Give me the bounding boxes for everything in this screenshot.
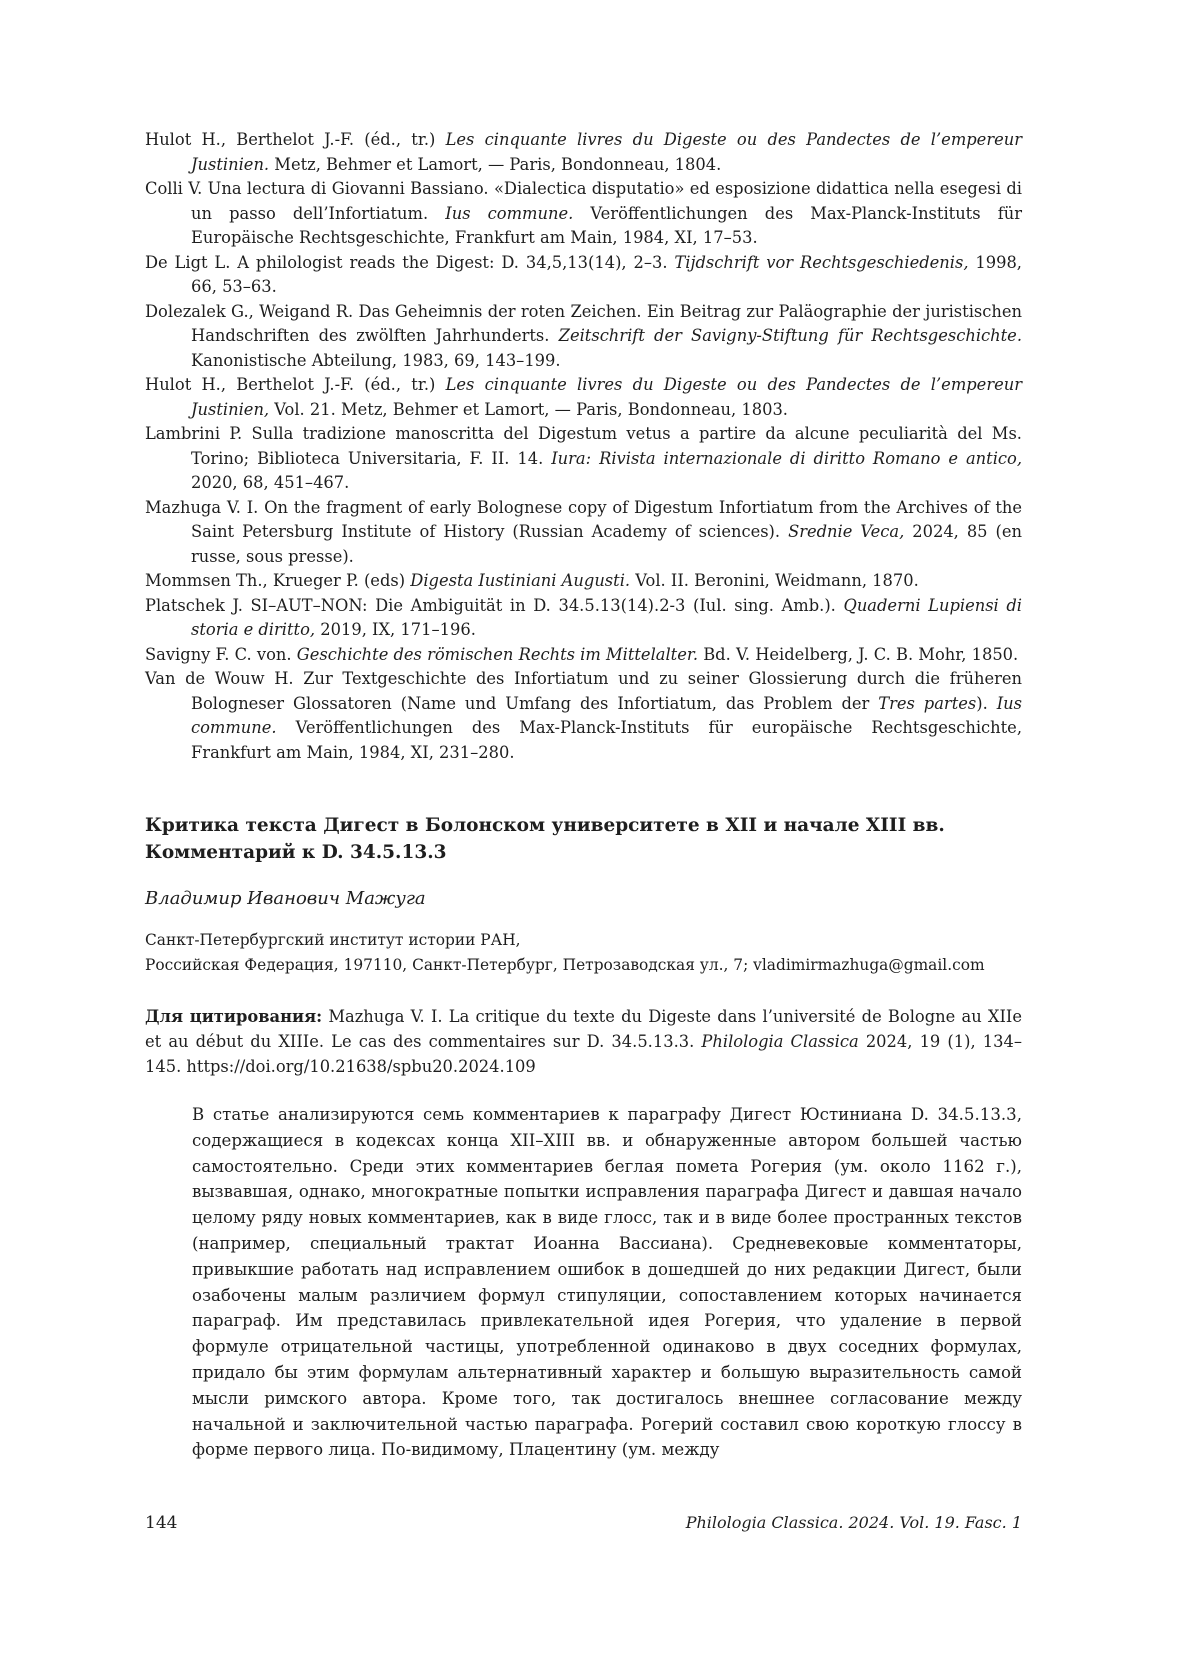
reference-item — [145, 177, 1022, 251]
article-title-line: Критика текста Дигест в Болонском университете в XII и начале XIII вв. — [145, 815, 945, 836]
ref-text: Dolezalek G., Weigand R. Das Geheimnis der roten Zeichen. Ein Beitrag zur Paläographie der juristischen Handschriften des zwölften Jahrhunderts. — [145, 301, 1022, 345]
ref-title: Quaderni Lupiensi di storia e diritto, — [191, 595, 1022, 639]
page-number: 144 — [145, 1513, 178, 1533]
ref-text: 2020, 68, 451–467. — [191, 473, 350, 492]
ref-text: Mommsen Th., Krueger P. (eds) — [145, 571, 411, 590]
ref-text: Kanonistische Abteilung, 1983, 69, 143–199. — [191, 350, 561, 370]
ref-title: Zeitschrift der Savigny-Stiftung für Rechtsgeschichte. — [558, 326, 1022, 345]
ref-title: Tijdschrift vor Rechtsgeschiedenis, — [674, 252, 969, 272]
abstract: В статье анализируются семь комментариев к параграфу Дигест Юстиниана D. 34.5.13.3, содержащиеся в кодексах конца XII–XIII вв. и обнаруженные автором большей частью самостоятельно. Среди этих комментариев беглая помета Рогерия (ум. около 1162 г.), вызвавшая, однако, многократные попытки исправления параграфа Дигест и давшая начало целому ряду новых комментариев, как в виде глосс, так и в виде более пространных текстов (например, специальный трактат Иоанна Вассиана). Средневековые комментаторы, привыкшие работать над исправлением ошибок в дошедшей до них редакции Дигест, были озабочены малым различием формул стипуляции, сопоставлением которых начинается параграф. Им представилась привлекательной идея Рогерия, что удаление в первой формуле отрицательной частицы, употребленной одинаково в двух соседних формулах, придало бы этим формулам альтернативный характер и большую выразительность самой мысли римского автора. Кроме того, так достигалось внешнее согласование между начальной и заключительной частью параграфа. Рогерий составил свою короткую глоссу в форме первого лица. По-видимому, Плацентину (ум. между — [192, 1105, 1022, 1460]
citation-text: Mazhuga V. I. La critique du texte du Digeste dans l’université de Bologne au XIIe et au début du XIIIe. Le cas des commentaires sur D. 34.5.13.3. — [145, 1007, 1022, 1051]
ref-text: Hulot H., Berthelot J.-F. (éd., tr.) — [145, 130, 446, 149]
ref-title: Tres partes — [878, 693, 977, 713]
reference-item — [145, 569, 1022, 594]
ref-text: ). — [976, 693, 997, 713]
citation-text: 2024, 19 (1), 134–145. https://doi.org/10.21638/spbu20.2024.109 — [145, 1032, 1023, 1076]
ref-text: 2019, IX, 171–196. — [315, 620, 476, 639]
article-author: Владимир Иванович Мажуга — [145, 888, 426, 909]
article-title-line: Комментарий к D. 34.5.13.3 — [145, 842, 447, 863]
ref-title: Srednie Veca, — [788, 522, 905, 541]
citation-label: Для цитирования: — [145, 1007, 323, 1026]
ref-title: Iura: Rivista internazionale di diritto Romano e antico, — [551, 448, 1022, 468]
ref-text: Savigny F. C. von. — [145, 644, 297, 664]
ref-text: Metz, Behmer et Lamort, — Paris, Bondonneau, 1804. — [269, 154, 722, 174]
citation-block — [145, 1004, 1022, 1079]
reference-item — [145, 422, 1022, 496]
ref-text: Lambrini P. Sulla tradizione manoscritta del Digestum vetus a partire da alcune peculiarità del Ms. Torino; Biblioteca Universitaria, F. II. 14. — [145, 424, 1022, 468]
ref-text: Van de Wouw H. Zur Textgeschichte des Infortiatum und zu seiner Glossierung durch die früheren Bologneser Glossatoren (Name und Umfang des Infortiatum, das Problem der — [145, 669, 1022, 713]
reference-item — [145, 667, 1022, 765]
ref-text: 1998, 66, 53–63. — [191, 252, 1022, 296]
ref-title: Geschichte des römischen Rechts im Mittelalter. — [296, 644, 699, 664]
reference-item — [145, 496, 1022, 570]
citation-journal: Philologia Classica — [701, 1032, 859, 1051]
ref-title: Digesta Iustiniani Augusti. — [410, 571, 631, 590]
ref-text: Veröffentlichungen des Max-Planck-Instituts für Europäische Rechtsgeschichte, Frankfurt am Main, 1984, XI, 17–53. — [191, 203, 1023, 247]
affiliation-line: Российская Федерация, 197110, Санкт-Петербург, Петрозаводская ул., 7; vladimirmazhuga@gmail.com — [145, 956, 985, 974]
ref-title: Les cinquante livres du Digeste ou des Pandectes de l’empereur Justinien, — [191, 375, 1023, 419]
ref-text: Hulot H., Berthelot J.-F. (éd., tr.) — [145, 375, 446, 394]
ref-text: De Ligt L. A philologist reads the Digest: D. 34,5,13(14), 2–3. — [145, 252, 675, 272]
running-footer: Philologia Classica. 2024. Vol. 19. Fasc. 1 — [685, 1513, 1022, 1532]
ref-text: Vol. II. Beronini, Weidmann, 1870. — [630, 571, 919, 590]
ref-text: Mazhuga V. I. On the fragment of early Bolognese copy of Digestum Infortiatum from the Archives of the Saint Petersburg Institute of History (Russian Academy of sciences). — [145, 497, 1022, 541]
ref-text: Veröffentlichungen des Max-Planck-Instituts für europäische Rechtsgeschichte, Frankfurt am Main, 1984, XI, 231–280. — [191, 718, 1022, 762]
ref-text: Vol. 21. Metz, Behmer et Lamort, — Paris, Bondonneau, 1803. — [269, 399, 788, 419]
ref-text: Bd. V. Heidelberg, J. C. B. Mohr, 1850. — [698, 644, 1019, 664]
ref-text: Colli V. Una lectura di Giovanni Bassiano. «Dialectica disputatio» ed esposizione didattica nella esegesi di un passo dell’Infortiatum. — [145, 179, 1022, 223]
reference-item — [145, 643, 1022, 668]
ref-text: Platschek J. SI–AUT–NON: Die Ambiguität in D. 34.5.13(14).2-3 (Iul. sing. Amb.). — [145, 595, 844, 615]
reference-list — [145, 128, 1022, 765]
ref-title: Ius commune. — [191, 693, 1022, 737]
author-affiliation — [145, 928, 1022, 978]
ref-text: 2024, 85 (en russe, sous presse). — [191, 522, 1022, 566]
ref-title: Ius commune. — [445, 203, 574, 223]
reference-item — [145, 128, 1022, 177]
article-title — [145, 812, 1022, 866]
affiliation-line: Санкт-Петербургский институт истории РАН, — [145, 931, 521, 949]
reference-item — [145, 373, 1022, 422]
reference-item — [145, 300, 1022, 374]
reference-item — [145, 251, 1022, 300]
ref-title: Les cinquante livres du Digeste ou des Pandectes de l’empereur Justinien. — [191, 130, 1023, 174]
reference-item — [145, 594, 1022, 643]
